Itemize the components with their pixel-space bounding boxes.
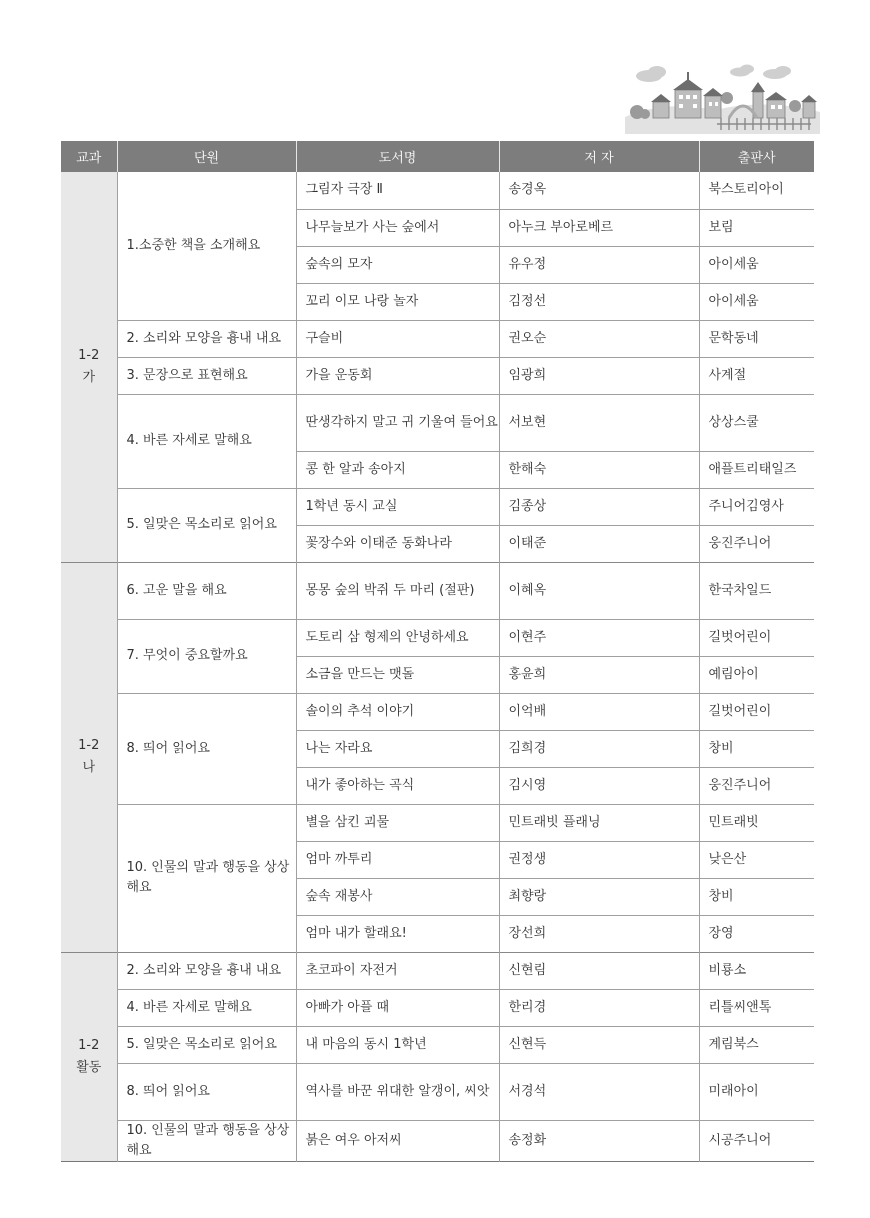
book-publisher-cell: 아이세움 [699, 246, 814, 283]
unit-cell: 4. 바른 자세로 말해요 [117, 394, 296, 488]
table-row [61, 1063, 814, 1120]
book-title-cell: 몽몽 숲의 박쥐 두 마리 (절판) [296, 562, 499, 619]
book-author-cell: 임광희 [499, 357, 699, 394]
book-author-cell: 김정선 [499, 283, 699, 320]
book-title-cell: 엄마 까투리 [296, 841, 499, 878]
town-illustration-icon [625, 62, 820, 134]
book-title-cell: 엄마 내가 할래요! [296, 915, 499, 952]
book-publisher-cell: 애플트리태일즈 [699, 451, 814, 488]
book-publisher-cell: 계림북스 [699, 1026, 814, 1063]
grade-sub-label: 가 [82, 369, 96, 385]
book-publisher-cell: 비룡소 [699, 952, 814, 989]
book-title-cell: 구슬비 [296, 320, 499, 357]
book-title-cell: 나무늘보가 사는 숲에서 [296, 209, 499, 246]
unit-cell: 4. 바른 자세로 말해요 [117, 989, 296, 1026]
book-author-cell: 신현득 [499, 1026, 699, 1063]
book-author-cell: 서보현 [499, 394, 699, 451]
book-author-cell: 홍윤희 [499, 656, 699, 693]
unit-cell: 5. 일맞은 목소리로 읽어요 [117, 1026, 296, 1063]
table-row [61, 394, 814, 451]
book-author-cell: 김종상 [499, 488, 699, 525]
book-author-cell: 송경옥 [499, 172, 699, 209]
book-title-cell: 소금을 만드는 맷돌 [296, 656, 499, 693]
header-author: 저 자 [499, 141, 699, 172]
table-row [61, 952, 814, 989]
book-author-cell: 최향랑 [499, 878, 699, 915]
book-publisher-cell: 북스토리아이 [699, 172, 814, 209]
unit-cell: 2. 소리와 모양을 흉내 내요 [117, 320, 296, 357]
grade-cell [61, 172, 117, 562]
book-publisher-cell: 주니어김영사 [699, 488, 814, 525]
book-title-cell: 1학년 동시 교실 [296, 488, 499, 525]
book-publisher-cell: 상상스쿨 [699, 394, 814, 451]
unit-cell: 5. 일맞은 목소리로 읽어요 [117, 488, 296, 562]
book-publisher-cell: 보림 [699, 209, 814, 246]
table-row [61, 693, 814, 730]
unit-cell: 8. 띄어 읽어요 [117, 693, 296, 804]
book-author-cell: 장선희 [499, 915, 699, 952]
grade-sub-label: 활동 [76, 1059, 102, 1075]
header-title: 도서명 [296, 141, 499, 172]
book-publisher-cell: 사계절 [699, 357, 814, 394]
book-author-cell: 신현림 [499, 952, 699, 989]
grade-label: 1-2 [78, 738, 100, 753]
book-publisher-cell: 문학동네 [699, 320, 814, 357]
book-title-cell: 아빠가 아플 때 [296, 989, 499, 1026]
book-author-cell: 김시영 [499, 767, 699, 804]
book-publisher-cell: 아이세움 [699, 283, 814, 320]
book-author-cell: 한해숙 [499, 451, 699, 488]
table-row [61, 1120, 814, 1161]
table-row [61, 619, 814, 656]
header-publisher: 출판사 [699, 141, 814, 172]
table-row [61, 488, 814, 525]
book-author-cell: 김희경 [499, 730, 699, 767]
table-row [61, 357, 814, 394]
book-author-cell: 송정화 [499, 1120, 699, 1161]
grade-cell [61, 952, 117, 1161]
book-list-table [61, 141, 814, 1162]
book-publisher-cell: 길벗어린이 [699, 619, 814, 656]
book-author-cell: 민트래빗 플래닝 [499, 804, 699, 841]
book-title-cell: 가을 운동회 [296, 357, 499, 394]
book-title-cell: 숲속 재봉사 [296, 878, 499, 915]
book-publisher-cell: 리틀씨앤톡 [699, 989, 814, 1026]
book-author-cell: 유우정 [499, 246, 699, 283]
book-title-cell: 꽃장수와 이태준 동화나라 [296, 525, 499, 562]
book-title-cell: 별을 삼킨 괴물 [296, 804, 499, 841]
table-row [61, 172, 814, 209]
table-header-row [61, 141, 814, 172]
book-title-cell: 딴생각하지 말고 귀 기울여 들어요 [296, 394, 499, 451]
book-title-cell: 초코파이 자전거 [296, 952, 499, 989]
book-author-cell: 서경석 [499, 1063, 699, 1120]
book-publisher-cell: 장영 [699, 915, 814, 952]
grade-sub-label: 나 [82, 760, 96, 775]
book-title-cell: 숲속의 모자 [296, 246, 499, 283]
book-publisher-cell: 시공주니어 [699, 1120, 814, 1161]
book-author-cell: 권오순 [499, 320, 699, 357]
table-row [61, 562, 814, 619]
book-publisher-cell: 미래아이 [699, 1063, 814, 1120]
book-author-cell: 아누크 부아로베르 [499, 209, 699, 246]
book-title-cell: 나는 자라요 [296, 730, 499, 767]
book-author-cell: 이억배 [499, 693, 699, 730]
book-title-cell: 꼬리 이모 나랑 놀자 [296, 283, 499, 320]
header-grade: 교과 [61, 141, 117, 172]
unit-cell: 3. 문장으로 표현해요 [117, 357, 296, 394]
book-title-cell: 내 마음의 동시 1학년 [296, 1026, 499, 1063]
unit-cell: 10. 인물의 말과 행동을 상상해요 [117, 804, 296, 952]
unit-cell: 6. 고운 말을 해요 [117, 562, 296, 619]
table-row [61, 989, 814, 1026]
unit-cell: 1.소중한 책을 소개해요 [117, 172, 296, 320]
unit-cell: 8. 띄어 읽어요 [117, 1063, 296, 1120]
book-author-cell: 한리경 [499, 989, 699, 1026]
table-body [61, 172, 814, 1161]
book-publisher-cell: 길벗어린이 [699, 693, 814, 730]
table-row [61, 320, 814, 357]
book-title-cell: 내가 좋아하는 곡식 [296, 767, 499, 804]
book-title-cell: 그림자 극장 Ⅱ [296, 172, 499, 209]
grade-label: 1-2 [78, 347, 100, 363]
book-publisher-cell: 창비 [699, 730, 814, 767]
header-unit: 단원 [117, 141, 296, 172]
book-publisher-cell: 웅진주니어 [699, 767, 814, 804]
book-author-cell: 권정생 [499, 841, 699, 878]
unit-cell: 7. 무엇이 중요할까요 [117, 619, 296, 693]
unit-cell: 2. 소리와 모양을 흉내 내요 [117, 952, 296, 989]
grade-label: 1-2 [78, 1037, 100, 1053]
book-publisher-cell: 창비 [699, 878, 814, 915]
table-row [61, 1026, 814, 1063]
unit-cell: 10. 인물의 말과 행동을 상상해요 [117, 1120, 296, 1161]
book-publisher-cell: 민트래빗 [699, 804, 814, 841]
book-author-cell: 이현주 [499, 619, 699, 656]
book-publisher-cell: 웅진주니어 [699, 525, 814, 562]
book-publisher-cell: 예림아이 [699, 656, 814, 693]
table-row [61, 804, 814, 841]
book-title-cell: 붉은 여우 아저씨 [296, 1120, 499, 1161]
grade-cell [61, 562, 117, 952]
book-title-cell: 도토리 삼 형제의 안녕하세요 [296, 619, 499, 656]
book-title-cell: 역사를 바꾼 위대한 알갱이, 씨앗 [296, 1063, 499, 1120]
book-publisher-cell: 낮은산 [699, 841, 814, 878]
book-author-cell: 이혜옥 [499, 562, 699, 619]
book-publisher-cell: 한국차일드 [699, 562, 814, 619]
book-author-cell: 이태준 [499, 525, 699, 562]
book-title-cell: 솔이의 추석 이야기 [296, 693, 499, 730]
book-title-cell: 콩 한 알과 송아지 [296, 451, 499, 488]
